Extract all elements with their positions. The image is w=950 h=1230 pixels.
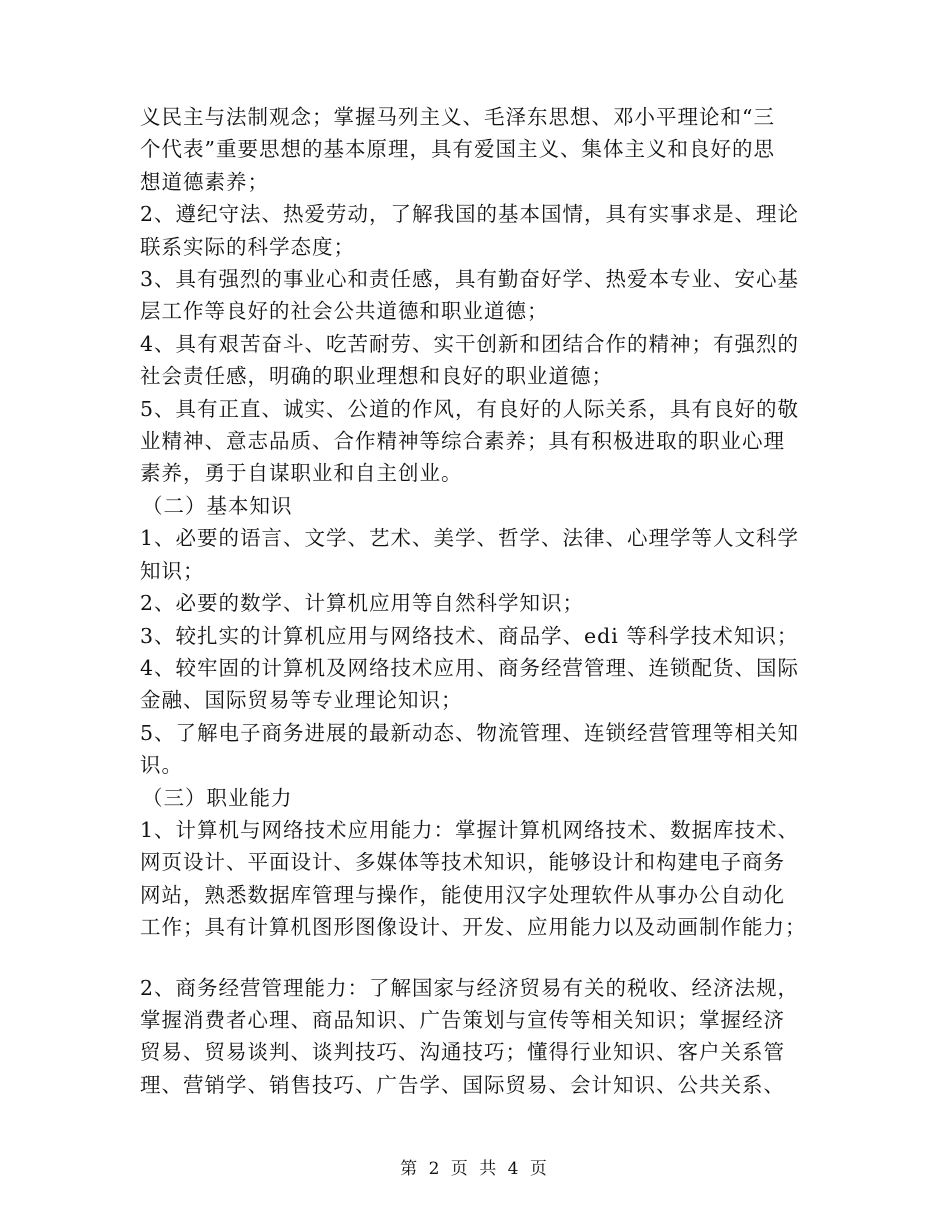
text-line: 1、必要的语言、文学、艺术、美学、哲学、法律、心理学等人文科学 xyxy=(140,526,800,551)
text-line: 个代表”重要思想的基本原理，具有爱国主义、集体主义和良好的思 xyxy=(140,137,775,162)
text-line: 金融、国际贸易等专业理论知识； xyxy=(140,688,463,713)
text-line: 素养，勇于自谋职业和自主创业。 xyxy=(140,461,463,486)
text-line: 网页设计、平面设计、多媒体等技术知识，能够设计和构建电子商务 xyxy=(140,850,785,875)
text-line: 理、营销学、销售技巧、广告学、国际贸易、会计知识、公共关系、 xyxy=(140,1072,785,1097)
paragraph xyxy=(140,393,820,490)
text-line: 社会责任感，明确的职业理想和良好的职业道德； xyxy=(140,364,613,389)
text-line: 掌握消费者心理、商品知识、广告策划与宣传等相关知识；掌握经济 xyxy=(140,1007,785,1032)
text-line: 4、具有艰苦奋斗、吃苦耐劳、实干创新和团结合作的精神；有强烈的 xyxy=(140,331,800,356)
paragraph xyxy=(140,717,820,782)
paragraph xyxy=(140,522,820,587)
document-body xyxy=(140,101,820,1101)
text-line: 想道德素养； xyxy=(140,169,269,194)
text-line: 5、具有正直、诚实、公道的作风，有良好的人际关系，具有良好的敬 xyxy=(140,396,800,421)
paragraph xyxy=(140,814,820,944)
text-line: 识。 xyxy=(140,753,183,778)
text-line: 义民主与法制观念；掌握马列主义、毛泽东思想、邓小平理论和“三 xyxy=(140,105,775,129)
paragraph xyxy=(140,620,820,652)
paragraph xyxy=(140,263,820,328)
text-line: 网站，熟悉数据库管理与操作，能使用汉字处理软件从事办公自动化 xyxy=(140,882,785,907)
text-line: 1、计算机与网络技术应用能力：掌握计算机网络技术、数据库技术、 xyxy=(140,817,800,842)
text-line: （二）基本知识 xyxy=(142,493,293,518)
text-line: 联系实际的科学态度； xyxy=(140,234,355,259)
text-line: 2、商务经营管理能力：了解国家与经济贸易有关的税收、经济法规， xyxy=(140,975,800,1000)
paragraph xyxy=(140,328,820,393)
paragraph-gap xyxy=(140,944,820,972)
text-line: 3、较扎实的计算机应用与网络技术、商品学、edi 等科学技术知识； xyxy=(140,623,799,648)
section-heading xyxy=(140,782,820,814)
text-line: 业精神、意志品质、合作精神等综合素养；具有积极进取的职业心理 xyxy=(140,429,785,454)
paragraph xyxy=(140,101,820,198)
page-footer: 第 2 页 共 4 页 xyxy=(400,1159,550,1179)
text-line: （三）职业能力 xyxy=(142,785,293,810)
paragraph xyxy=(140,972,820,1102)
text-line: 4、较牢固的计算机及网络技术应用、商务经营管理、连锁配货、国际 xyxy=(140,655,800,680)
text-line: 2、必要的数学、计算机应用等自然科学知识； xyxy=(140,591,585,616)
text-line: 贸易、贸易谈判、谈判技巧、沟通技巧；懂得行业知识、客户关系管 xyxy=(140,1040,785,1065)
paragraph xyxy=(140,652,820,717)
paragraph xyxy=(140,587,820,619)
text-line: 2、遵纪守法、热爱劳动，了解我国的基本国情，具有实事求是、理论 xyxy=(140,202,800,227)
paragraph xyxy=(140,198,820,263)
text-line: 层工作等良好的社会公共道德和职业道德； xyxy=(140,299,549,324)
text-line: 工作；具有计算机图形图像设计、开发、应用能力以及动画制作能力； xyxy=(140,915,807,940)
text-line: 5、了解电子商务进展的最新动态、物流管理、连锁经营管理等相关知 xyxy=(140,720,800,745)
section-heading xyxy=(140,490,820,522)
text-line: 3、具有强烈的事业心和责任感，具有勤奋好学、热爱本专业、安心基 xyxy=(140,267,800,292)
text-line: 知识； xyxy=(140,558,205,583)
